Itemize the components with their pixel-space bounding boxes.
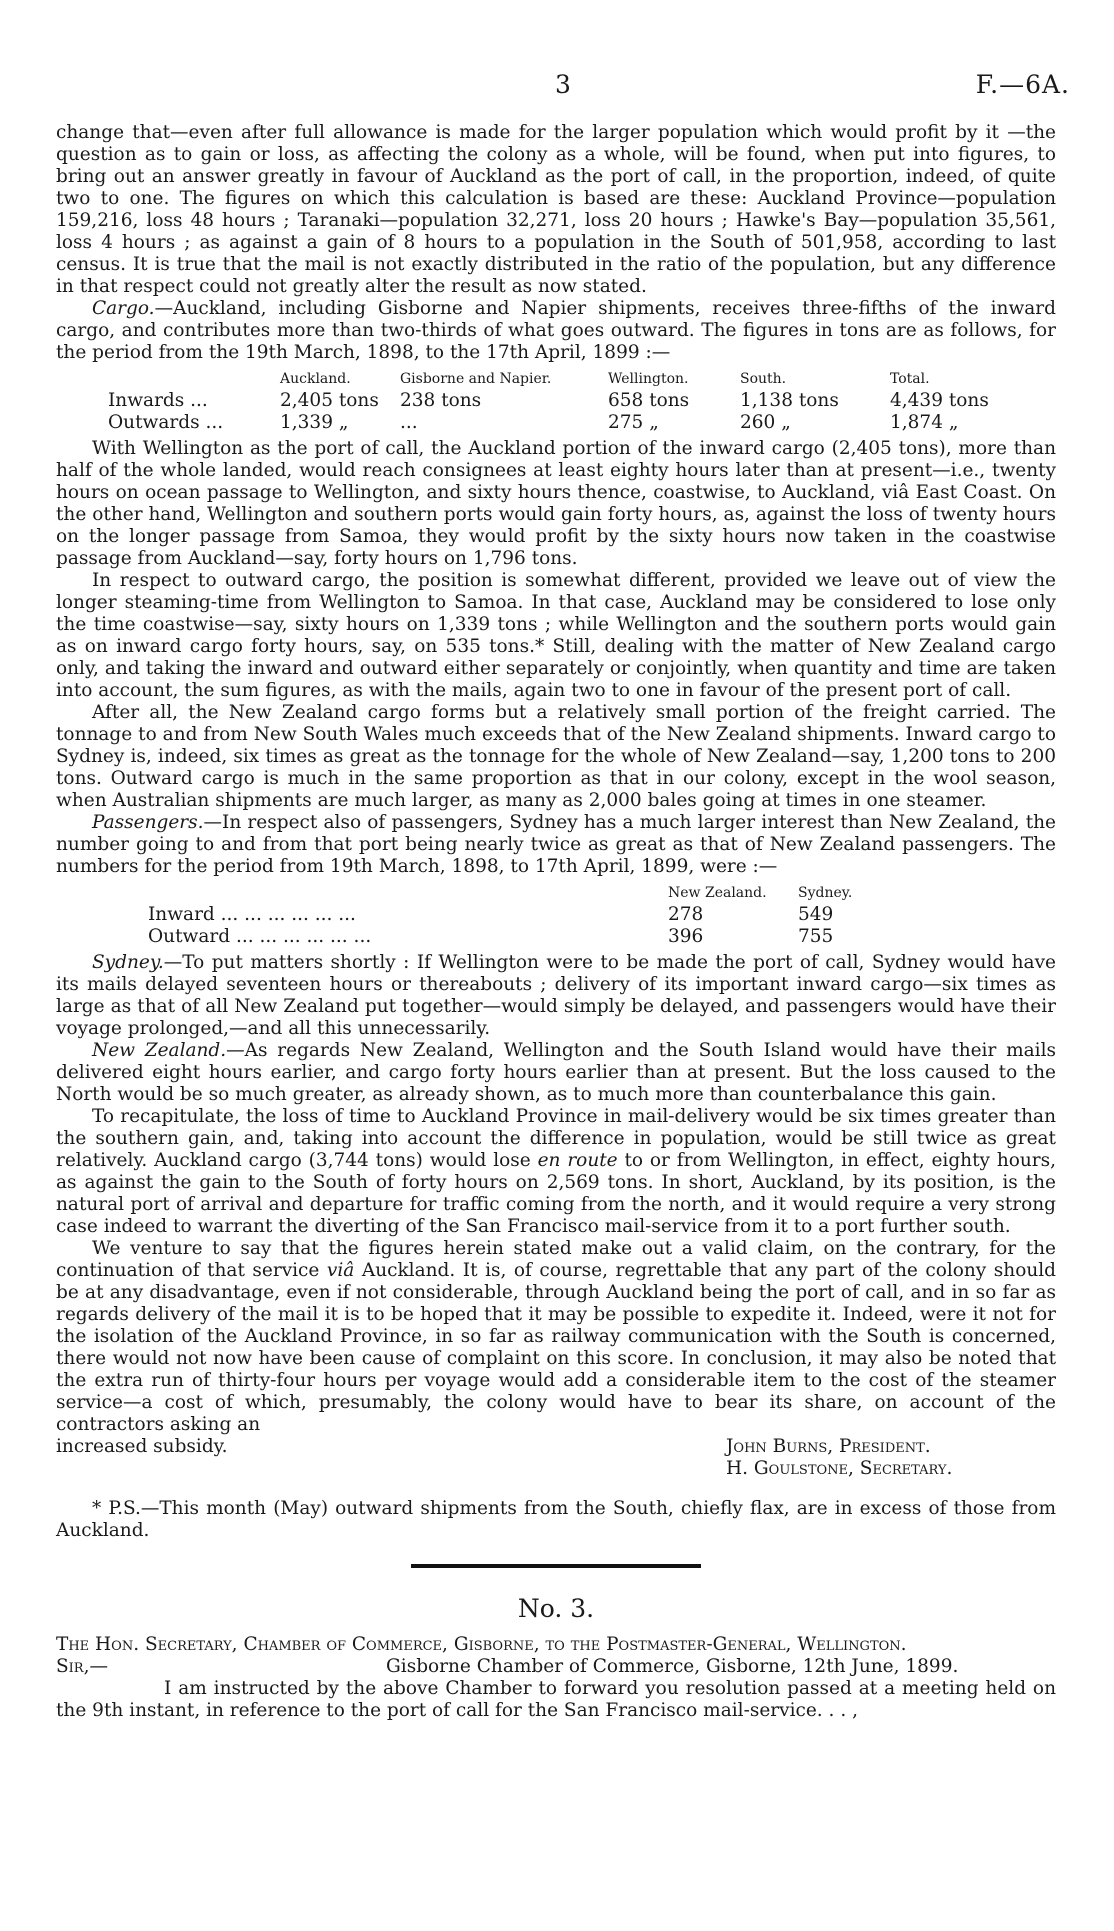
signature-block xyxy=(56,1436,1056,1480)
table-cell: 278 xyxy=(668,904,704,925)
table-cell: 396 xyxy=(668,926,704,947)
table-cell: 1,138 tons xyxy=(740,390,839,411)
paragraph-new-zealand xyxy=(56,1040,1056,1106)
signature-secretary: H. Goulstone, Secretary. xyxy=(726,1458,953,1479)
page-number: 3 xyxy=(555,70,571,99)
section-divider xyxy=(411,1564,701,1568)
cargo-col-header: Gisborne and Napier. xyxy=(400,371,552,387)
cargo-col-header: South. xyxy=(740,371,787,387)
cargo-table xyxy=(108,368,1030,434)
cargo-col-header: Wellington. xyxy=(608,371,689,387)
table-row xyxy=(108,390,1030,412)
document-body xyxy=(56,122,1056,1722)
salutation: Sir,— xyxy=(56,1656,108,1677)
cargo-table-header xyxy=(108,368,1030,390)
table-row xyxy=(108,412,1030,434)
passengers-col-header: New Zealand. xyxy=(668,885,767,901)
table-cell: 2,405 tons xyxy=(280,390,379,411)
table-cell: 549 xyxy=(798,904,834,925)
table-cell: 238 tons xyxy=(400,390,482,411)
letter-salutation-line xyxy=(56,1656,1056,1678)
paragraph-wellington: With Wellington as the port of call, the Auckland portion of the inward cargo (2,405 tons), more than half of the whole landed, would reach consignees at least eighty hours later than at present—i.e., twenty hours on ocean passage to Wellington, and sixty hours thence, coastwise, to Auckland, viâ East Coast. On the other hand, Wellington and southern ports would gain forty hours, as, against the loss of twenty hours on the longer passage from Samoa, they would profit by the sixty hours now taken in the coastwise passage from Auckland—say, forty hours on 1,796 tons. xyxy=(56,438,1056,569)
section-heading-new-zealand: New Zealand. xyxy=(92,1040,227,1061)
table-cell: 1,874 „ xyxy=(890,412,959,433)
table-cell: 658 tons xyxy=(608,390,690,411)
sender-address: Gisborne Chamber of Commerce, Gisborne, 12th June, 1899. xyxy=(386,1656,959,1677)
document-reference: F.—6A. xyxy=(975,70,1070,99)
venture-text-after: Auckland. It is, of course, regrettable that any part of the colony should be at any disadvantage, even if not considerable, through Auckland being the port of call, and in so far as regards delivery of the mail it is to be hoped that it may be possible to expedite it. Indeed, were it not for the isolation of the Auckland Province, in so far as railway communication with the South is concerned, there would not now have been cause of complaint on this score. In conclusion, it may also be noted that the extra run of thirty-four hours per voyage would add a considerable item to the cost of the steamer service—a cost of which, presumably, the colony would have to bear its share, on account of the contractors asking an xyxy=(56,1260,1057,1435)
table-cell: 1,339 „ xyxy=(280,412,349,433)
paragraph-intro: change that—even after full allowance is made for the larger population which would profit by it —the question as to gain or loss, as affecting the colony as a whole, will be found, when put into figures, to bring out an answer greatly in favour of Auckland as the port of call, in the proportion, indeed, of quite two to one. The figures on which this calculation is based are these: Auckland Province—population 159,216, loss 48 hours ; Taranaki—population 32,271, loss 20 hours ; Hawke's Bay—population 35,561, loss 4 hours ; as against a gain of 8 hours to a population in the South of 501,958, according to last census. It is true that the mail is not exactly distributed in the ratio of the population, but any difference in that respect could not greatly alter the result as now stated. xyxy=(56,122,1056,297)
passengers-text: —In respect also of passengers, Sydney has a much larger interest than New Zealand, the number going to and from that port being nearly twice as great as that of New Zealand passengers. The numbers for the period from 19th March, 1898, to 17th April, 1899, were :— xyxy=(56,812,1056,877)
section-heading-sydney: Sydney. xyxy=(92,952,164,973)
paragraph-outward-cargo: In respect to outward cargo, the position is somewhat different, provided we leave out of view the longer steaming-time from Wellington to Samoa. In that case, Auckland may be considered to lose only the time coastwise—say, sixty hours on 1,339 tons ; while Wellington and the southern ports would gain as on inward cargo forty hours, say, on 535 tons.* Still, dealing with the matter of New Zealand cargo only, and taking the inward and outward either separately or conjointly, when quantity and time are taken into account, the sum figures, as with the mails, again two to one in favour of the present port of call. xyxy=(56,570,1056,701)
passengers-col-header xyxy=(148,882,668,904)
table-row xyxy=(148,926,898,948)
table-cell: 260 „ xyxy=(740,412,791,433)
section-number-heading: No. 3. xyxy=(517,1594,595,1623)
cargo-col-header: Total. xyxy=(890,371,930,387)
sydney-text: —To put matters shortly : If Wellington were to be made the port of call, Sydney would have its mails delayed seventeen hours or thereabouts ; delivery of its important inward cargo—six times as large as that of all New Zealand put together—would simply be delayed, and passengers would have their voyage prolonged,—and all this unnecessarily. xyxy=(56,952,1056,1039)
section-heading-passengers: Passengers. xyxy=(92,812,204,833)
table-cell: ... xyxy=(400,412,418,433)
paragraph-recapitulate xyxy=(56,1106,1056,1238)
cargo-col-header: Auckland. xyxy=(280,371,351,387)
table-cell: 275 „ xyxy=(608,412,659,433)
venture-italic: viâ xyxy=(326,1260,355,1281)
table-row xyxy=(148,904,898,926)
table-cell: Outwards ... xyxy=(108,412,224,433)
letter-from-line: The Hon. Secretary, Chamber of Commerce, Gisborne, to the Postmaster-General, Wellington. xyxy=(56,1634,907,1655)
recap-text-before: To recapitulate, the loss of time to Auckland Province in mail-delivery would be six times greater than the southern gain, and, taking into account the difference in population, would be still twice as great relatively. Auckland cargo (3,744 tons) would lose xyxy=(56,1106,1056,1171)
cargo-text: —Auckland, including Gisborne and Napier shipments, receives three-fifths of the inward cargo, and contributes more than two-thirds of what goes outward. The figures in tons are as follows, for the period from the 19th March, 1898, to the 17th April, 1899 :— xyxy=(56,298,1056,363)
table-cell: Outward ... ... ... ... ... ... xyxy=(148,926,372,947)
recap-text-after: to or from Wellington, in effect, eighty hours, as against the gain to the South of forty hours on 2,569 tons. In short, Auckland, by its position, is the natural port of arrival and departure for traffic coming from the north, and it would require a very strong case indeed to warrant the diverting of the San Francisco mail-service from it to a port further south. xyxy=(56,1150,1057,1237)
passengers-table-header xyxy=(148,882,898,904)
table-cell: 755 xyxy=(798,926,834,947)
paragraph-cargo xyxy=(56,298,1056,364)
table-cell: Inward ... ... ... ... ... ... xyxy=(148,904,356,925)
section-heading-cargo: Cargo. xyxy=(92,298,155,319)
passengers-table xyxy=(148,882,898,948)
paragraph-passengers xyxy=(56,812,1056,878)
table-cell: Inwards ... xyxy=(108,390,208,411)
recap-italic: en route xyxy=(537,1150,618,1171)
letter-body: I am instructed by the above Chamber to forward you resolution passed at a meeting held on the 9th instant, in reference to the port of call for the San Francisco mail-service. . . , xyxy=(56,1678,1056,1721)
signature-president: John Burns, President. xyxy=(726,1436,931,1457)
paragraph-after-all: After all, the New Zealand cargo forms but a relatively small portion of the freight carried. The tonnage to and from New South Wales much exceeds that of the New Zealand shipments. Inward cargo to Sydney is, indeed, six times as great as the tonnage for the whole of New Zealand—say, 1,200 tons to 200 tons. Outward cargo is much in the same proportion as that in our colony, except in the wool season, when Australian shipments are much larger, as many as 2,000 bales going at times in one steamer. xyxy=(56,702,1056,811)
page-header xyxy=(56,70,1070,102)
venture-last-line: increased subsidy. xyxy=(56,1436,228,1457)
table-cell: 4,439 tons xyxy=(890,390,989,411)
passengers-col-header: Sydney. xyxy=(798,885,853,901)
paragraph-venture xyxy=(56,1238,1056,1436)
cargo-col-header xyxy=(108,368,280,390)
paragraph-sydney xyxy=(56,952,1056,1040)
new-zealand-text: —As regards New Zealand, Wellington and the South Island would have their mails delivered eight hours earlier, and cargo forty hours earlier than at present. But the loss caused to the North would be so much greater, as already shown, as to much more than counterbalance this gain. xyxy=(56,1040,1056,1105)
venture-text-before: We venture to say that the figures herein stated make out a valid claim, on the contrary, for the continuation of that service xyxy=(56,1238,1056,1281)
postscript: * P.S.—This month (May) outward shipments from the South, chiefly flax, are in excess of those from Auckland. xyxy=(56,1498,1056,1541)
